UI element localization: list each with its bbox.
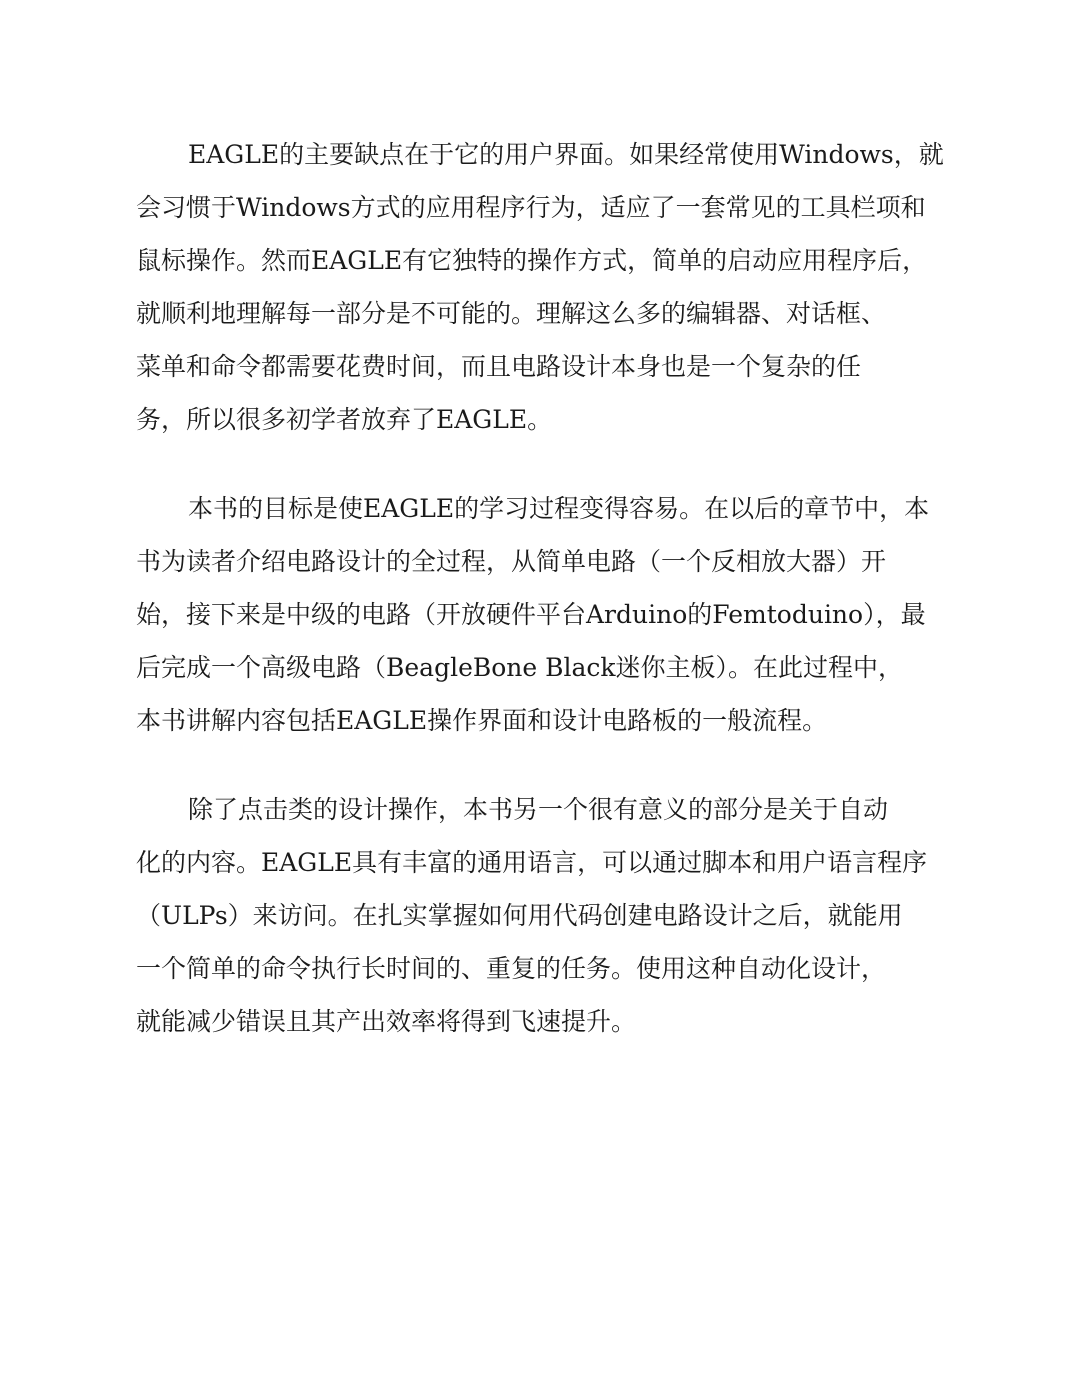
- paragraph-line: 一个简单的命令执行长时间的、重复的任务。使用这种自动化设计，: [136, 954, 887, 983]
- paragraph-line: 会习惯于Windows方式的应用程序行为，适应了一套常见的工具栏项和: [136, 193, 926, 222]
- paragraph-line: 就顺利地理解每一部分是不可能的。理解这么多的编辑器、对话框、: [136, 299, 887, 328]
- paragraph-line: （ULPs）来访问。在扎实掌握如何用代码创建电路设计之后，就能用: [136, 901, 903, 930]
- paragraph-line: 化的内容。EAGLE具有丰富的通用语言，可以通过脚本和用户语言程序: [136, 848, 928, 877]
- paragraph-line: 始，接下来是中级的电路（开放硬件平台Arduino的Femtoduino），最: [136, 600, 926, 629]
- paragraph-line: 本书讲解内容包括EAGLE操作界面和设计电路板的一般流程。: [136, 706, 828, 735]
- paragraph-line: 就能减少错误且其产出效率将得到飞速提升。: [136, 1007, 637, 1036]
- paragraph-1: [136, 128, 948, 446]
- paragraph-line: EAGLE的主要缺点在于它的用户界面。如果经常使用Windows，就: [188, 140, 944, 169]
- paragraph-line: 后完成一个高级电路（BeagleBone Black迷你主板）。在此过程中，: [136, 653, 904, 682]
- paragraph-3: [136, 783, 948, 1048]
- paragraph-line: 菜单和命令都需要花费时间，而且电路设计本身也是一个复杂的任: [136, 352, 862, 381]
- paragraph-line: 本书的目标是使EAGLE的学习过程变得容易。在以后的章节中，本: [188, 494, 930, 523]
- paragraph-line: 除了点击类的设计操作，本书另一个很有意义的部分是关于自动: [188, 795, 889, 824]
- paragraph-line: 务，所以很多初学者放弃了EAGLE。: [136, 405, 553, 434]
- paragraph-line: 书为读者介绍电路设计的全过程，从简单电路（一个反相放大器）开: [136, 547, 887, 576]
- document-body: [136, 128, 948, 1084]
- paragraph-line: 鼠标操作。然而EAGLE有它独特的操作方式，简单的启动应用程序后，: [136, 246, 928, 275]
- paragraph-2: [136, 482, 948, 747]
